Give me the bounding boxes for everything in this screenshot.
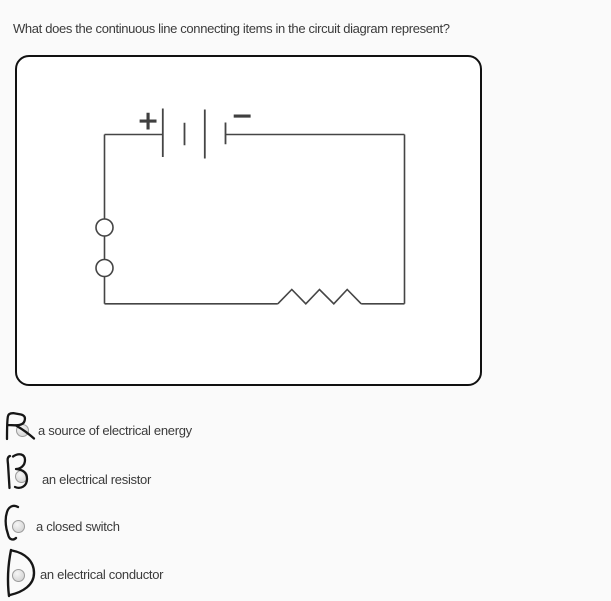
option-b-label[interactable]: an electrical resistor <box>42 472 151 487</box>
option-d[interactable] <box>0 543 360 601</box>
option-d-label[interactable]: an electrical conductor <box>40 567 164 582</box>
terminal-circle-bottom <box>96 260 113 277</box>
terminal-circle-top <box>96 219 113 236</box>
battery-plates <box>163 109 226 159</box>
handwritten-letter-d-icon <box>3 545 37 601</box>
option-a-label[interactable]: a source of electrical energy <box>38 423 192 438</box>
battery-positive-label: + <box>136 105 160 137</box>
option-a[interactable] <box>0 408 360 448</box>
battery-negative-label: − <box>230 100 254 132</box>
option-c-label[interactable]: a closed switch <box>36 518 120 534</box>
handwritten-letter-b-icon <box>2 450 32 492</box>
circuit-diagram <box>17 57 479 383</box>
question-text: What does the continuous line connecting items in the circuit diagram represent? <box>13 21 450 36</box>
circuit-wire <box>105 135 405 304</box>
handwritten-letter-c-icon <box>2 503 26 541</box>
option-b[interactable] <box>0 448 360 494</box>
circuit-diagram-box <box>15 55 482 386</box>
option-c[interactable] <box>0 501 360 543</box>
handwritten-letter-a-icon <box>3 410 37 442</box>
resistor-zigzag <box>278 290 361 304</box>
